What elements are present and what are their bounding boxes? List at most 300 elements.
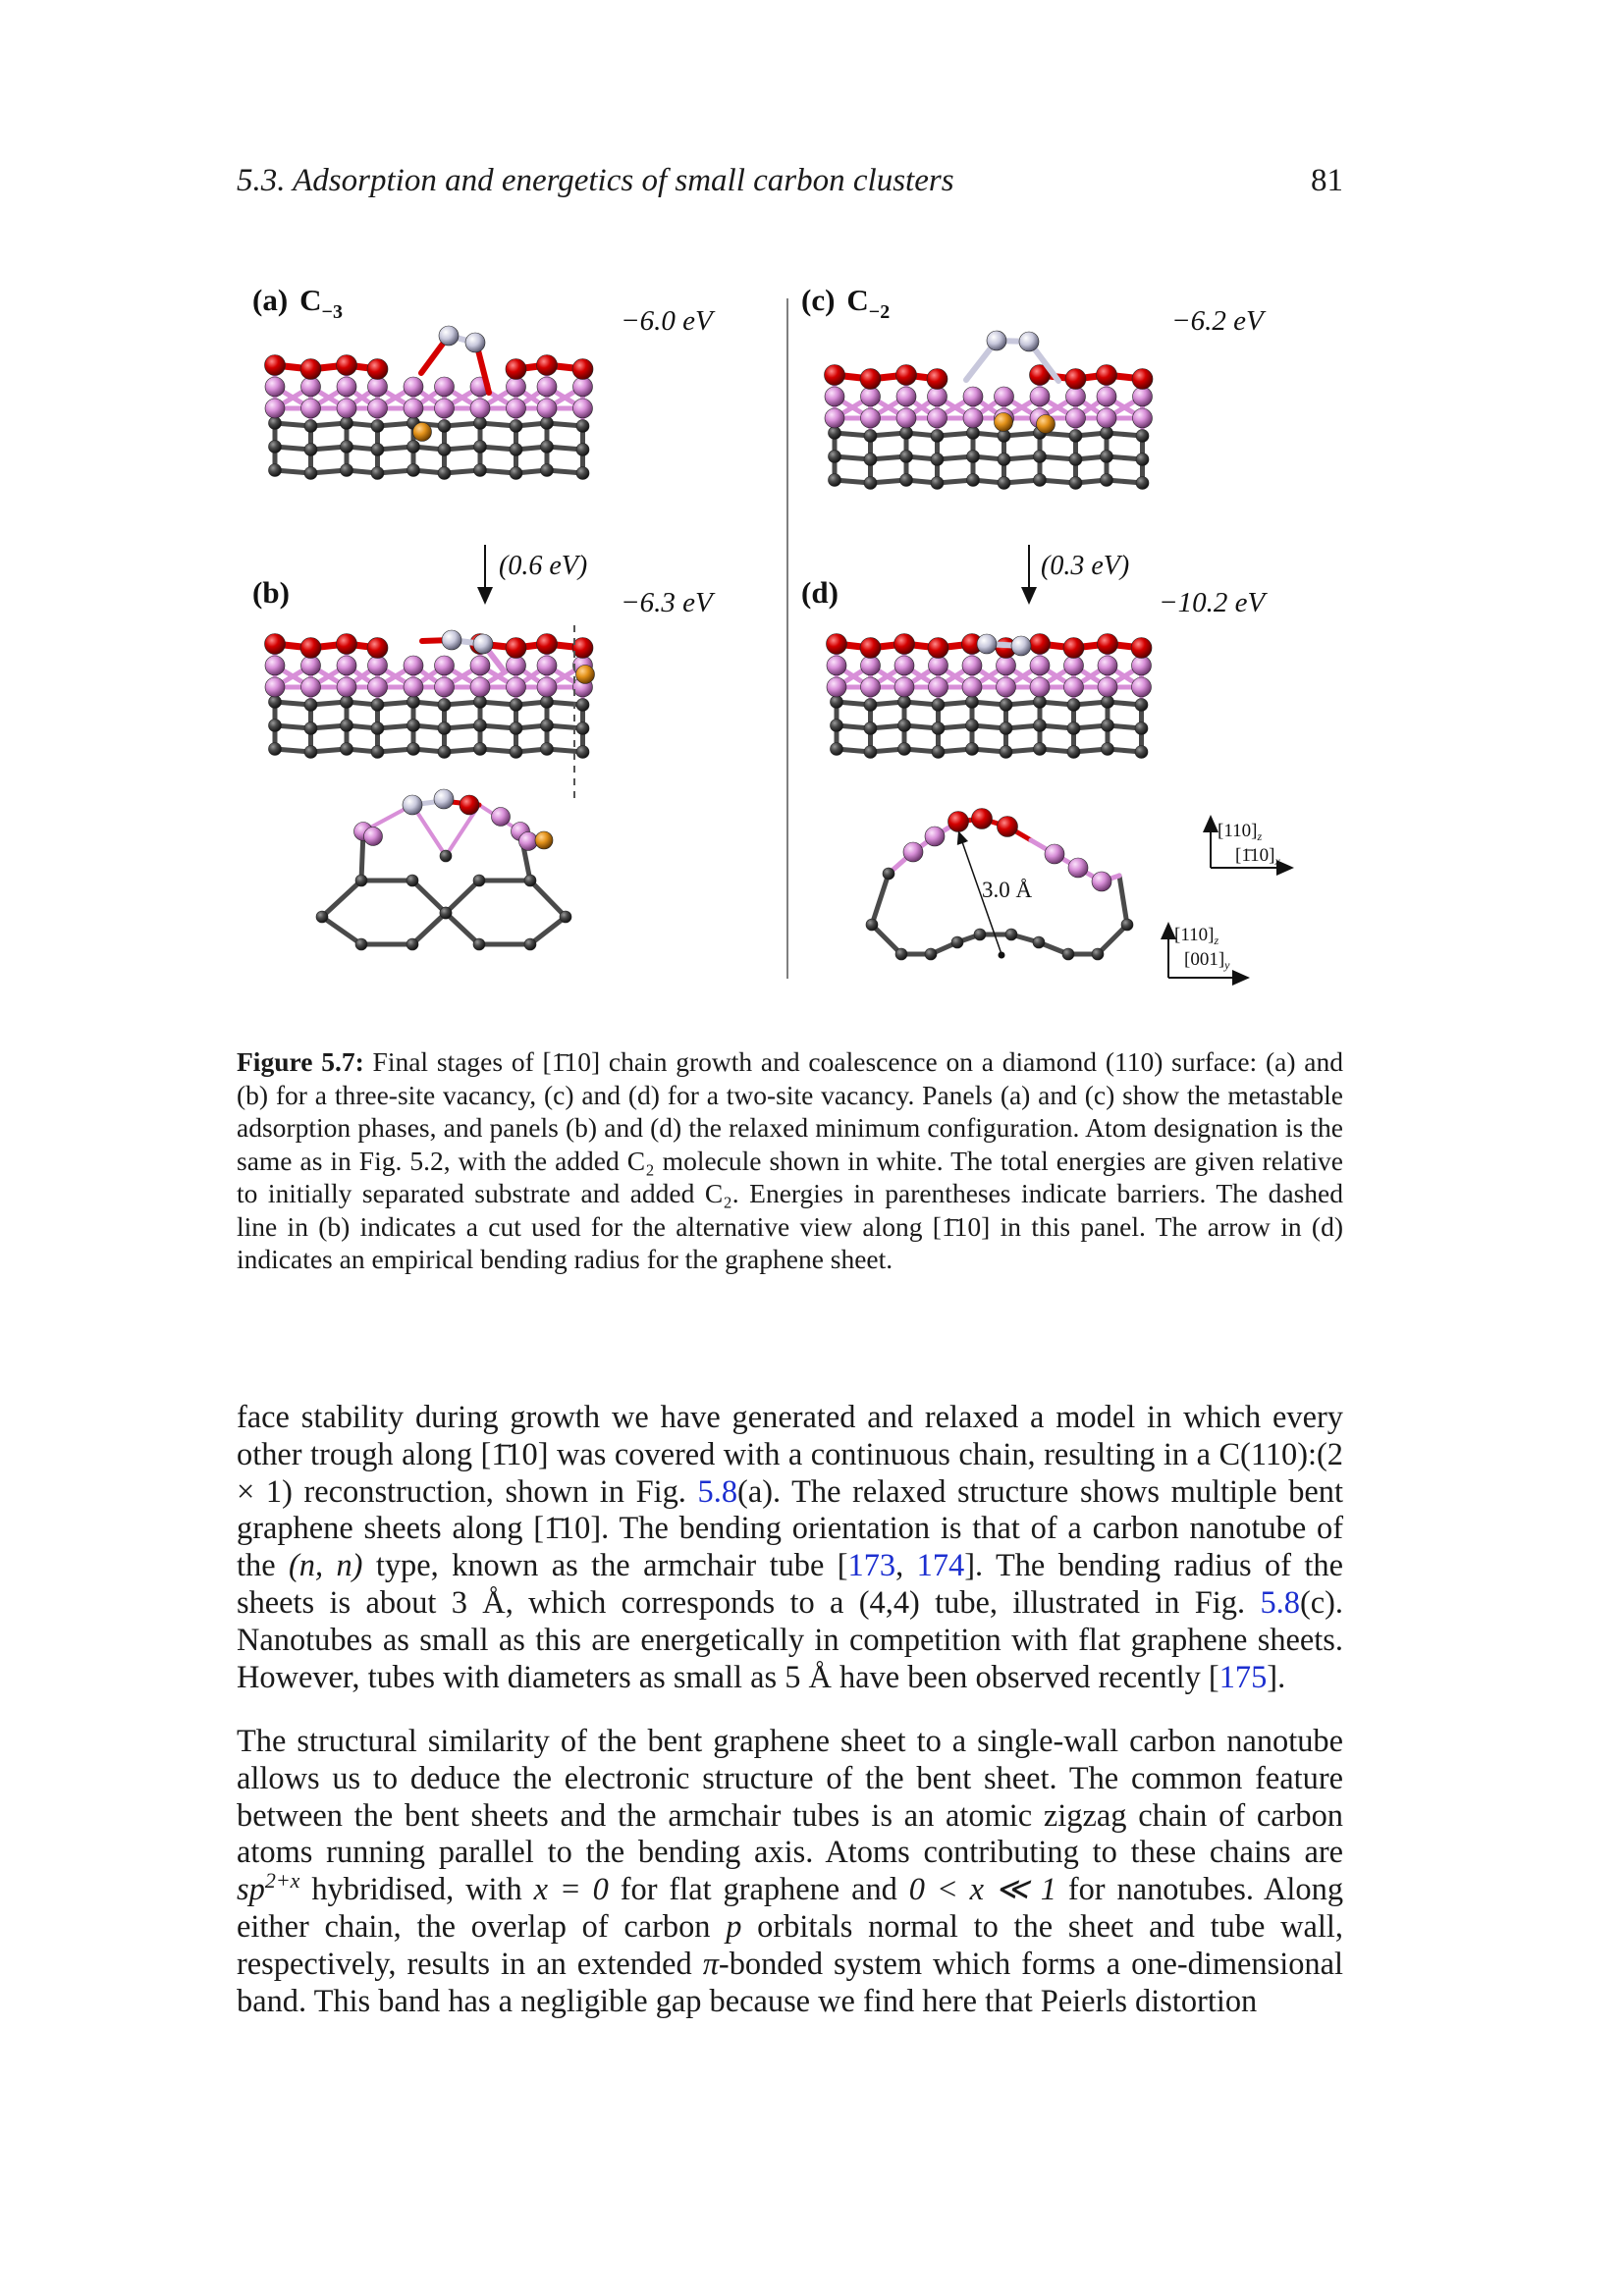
grey-atom xyxy=(576,467,589,480)
caption-text: Final stages of [1̄10] chain growth and coalescence on a diamond (110) surface: (a) and (b) for a three-site vacancy, (c) and (d) for a two-site vacancy. Panels (a) and (c) show the metastable adsorption phases, and panels (b) and (d) the relaxed minimum configuration. Atom designation is the same as in Fig. 5.2, with the added C₂ molecule shown in white. The total energies are given relative to initially separated substrate and added C₂. Energies in parentheses indicate barriers. The dashed line in (b) indicates a cut used for the alternative view along [1̄10] in this panel. The arrow in (d) indicates an empirical bending radius for the graphene sheet. xyxy=(237,1046,1343,1274)
pink-atom xyxy=(825,387,844,406)
pink-atom xyxy=(963,408,983,428)
svg-text:[001]y: $[001]_y$ xyxy=(1184,949,1230,972)
pink-atom xyxy=(1066,387,1086,406)
panel-d-barrier: (0.3 eV) xyxy=(1041,551,1130,581)
white-atom xyxy=(987,331,1006,350)
pink-atom xyxy=(1030,677,1050,697)
grey-atom xyxy=(1067,722,1080,735)
pink-atom xyxy=(368,656,388,675)
pink-atom xyxy=(1064,656,1084,675)
grey-atom xyxy=(864,477,877,490)
grey-atom xyxy=(1062,948,1074,960)
red-atom xyxy=(1065,369,1086,390)
pink-atom xyxy=(265,656,285,675)
pink-atom xyxy=(1133,408,1153,428)
orange-atom xyxy=(1037,415,1056,434)
structure-cut-view-left xyxy=(316,789,571,950)
grey-atom xyxy=(438,420,451,433)
grey-atom xyxy=(1034,743,1047,756)
grey-atom xyxy=(440,850,452,862)
red-atom xyxy=(1030,634,1051,655)
grey-atom xyxy=(1101,427,1113,440)
white-atom xyxy=(465,333,485,352)
bond xyxy=(530,881,566,917)
pink-atom xyxy=(997,656,1016,675)
grey-atom xyxy=(371,722,384,735)
grey-atom xyxy=(966,696,979,709)
red-atom xyxy=(300,638,321,659)
red-atom xyxy=(998,817,1018,837)
grey-atom xyxy=(524,938,536,950)
red-atom xyxy=(265,355,286,376)
grey-atom xyxy=(474,464,487,477)
grey-atom xyxy=(510,746,522,759)
grey-atom xyxy=(269,720,282,732)
grey-atom xyxy=(371,467,384,480)
grey-atom xyxy=(966,743,979,756)
grey-atom xyxy=(1121,919,1133,931)
running-head xyxy=(237,163,1343,206)
bond xyxy=(1098,925,1127,954)
grey-atom xyxy=(438,699,451,712)
pink-atom xyxy=(573,377,593,397)
bond xyxy=(872,874,889,925)
pink-atom xyxy=(861,408,881,428)
grey-atom xyxy=(1069,430,1082,443)
panel-c-energy: −6.2 eV xyxy=(1171,305,1264,337)
svg-text:[110]z: $[110]_z$ xyxy=(1174,925,1219,947)
bond xyxy=(412,913,446,944)
pink-atom xyxy=(1098,656,1117,675)
grey-atom xyxy=(510,444,522,456)
grey-atom xyxy=(967,451,980,463)
grey-atom xyxy=(1102,696,1114,709)
grey-atom xyxy=(407,464,420,477)
svg-text:[1̄10]x: $[1̄10]_x$ xyxy=(1235,845,1280,868)
grey-atom xyxy=(1135,699,1148,712)
pink-atom xyxy=(364,828,383,846)
grey-atom xyxy=(1000,699,1012,712)
pink-atom xyxy=(507,377,526,397)
pink-atom xyxy=(896,408,916,428)
grey-atom xyxy=(576,699,589,712)
grey-atom xyxy=(900,451,913,463)
red-atom xyxy=(1063,638,1084,659)
pink-atom xyxy=(1097,387,1116,406)
pink-atom xyxy=(435,399,455,418)
grey-atom xyxy=(438,444,451,456)
pink-atom xyxy=(265,377,285,397)
pink-atom xyxy=(301,677,321,697)
grey-atom xyxy=(341,720,353,732)
pink-atom xyxy=(368,677,388,697)
grey-atom xyxy=(576,746,589,759)
pink-atom xyxy=(301,377,321,397)
fig-ref-5-8c[interactable]: 5.8 xyxy=(1260,1584,1300,1621)
grey-atom xyxy=(900,474,913,487)
grey-atom xyxy=(931,477,944,490)
red-atom xyxy=(367,359,388,380)
pink-atom xyxy=(925,827,945,846)
pink-atom xyxy=(507,656,526,675)
grey-atom xyxy=(440,907,452,919)
pink-atom xyxy=(265,677,285,697)
grey-atom xyxy=(864,430,877,443)
grey-atom xyxy=(866,919,878,931)
red-atom xyxy=(1132,369,1153,390)
white-atom xyxy=(403,795,422,815)
grey-atom xyxy=(1069,477,1082,490)
grey-atom xyxy=(355,938,367,950)
structure-panel-b xyxy=(265,630,595,759)
pink-atom xyxy=(1092,872,1111,891)
grey-atom xyxy=(541,720,554,732)
grey-atom xyxy=(1034,451,1047,463)
grey-atom xyxy=(925,948,937,960)
grey-atom xyxy=(864,454,877,466)
grey-atom xyxy=(474,417,487,430)
grey-atom xyxy=(1135,722,1148,735)
grey-atom xyxy=(967,474,980,487)
bond xyxy=(322,917,361,944)
pink-atom xyxy=(825,408,844,428)
red-atom xyxy=(537,634,558,655)
grey-atom xyxy=(829,451,841,463)
pink-atom xyxy=(435,656,455,675)
grey-atom xyxy=(1135,746,1148,759)
grey-atom xyxy=(831,743,843,756)
pink-atom xyxy=(1097,408,1116,428)
pink-atom xyxy=(1133,387,1153,406)
pink-atom xyxy=(435,677,455,697)
grey-atom xyxy=(371,420,384,433)
grey-atom xyxy=(898,696,911,709)
red-atom xyxy=(367,638,388,659)
pink-atom xyxy=(404,656,423,675)
svg-text:[110]z: $[110]_z$ xyxy=(1218,821,1263,843)
red-atom xyxy=(300,359,321,380)
red-atom xyxy=(337,634,357,655)
pink-atom xyxy=(404,377,423,397)
panel-b-barrier: (0.6 eV) xyxy=(499,551,588,581)
red-atom xyxy=(1131,638,1152,659)
grey-atom xyxy=(407,696,420,709)
grey-atom xyxy=(864,746,877,759)
atomic-structures xyxy=(265,326,1154,960)
grey-atom xyxy=(829,427,841,440)
red-atom xyxy=(894,634,915,655)
structure-panel-c xyxy=(825,331,1154,490)
pink-atom xyxy=(404,399,423,418)
grey-atom xyxy=(1101,474,1113,487)
grey-atom xyxy=(541,417,554,430)
pink-atom xyxy=(1066,408,1086,428)
grey-atom xyxy=(1092,948,1104,960)
orange-atom xyxy=(535,831,553,849)
grey-atom xyxy=(510,722,522,735)
grey-atom xyxy=(304,467,317,480)
pink-atom xyxy=(962,656,982,675)
grey-atom xyxy=(1136,430,1149,443)
bond xyxy=(412,881,446,913)
pink-atom xyxy=(861,656,881,675)
grey-atom xyxy=(966,720,979,732)
pink-atom xyxy=(997,677,1016,697)
citation-175[interactable]: 175 xyxy=(1218,1659,1268,1695)
grey-atom xyxy=(304,722,317,735)
white-atom xyxy=(977,634,997,654)
grey-atom xyxy=(974,929,986,940)
grey-atom xyxy=(341,464,353,477)
grey-atom xyxy=(541,743,554,756)
section-title: 5.3. Adsorption and energetics of small carbon clusters xyxy=(237,163,954,198)
pink-atom xyxy=(928,408,947,428)
grey-atom xyxy=(931,454,944,466)
red-atom xyxy=(827,634,847,655)
panel-a-energy: −6.0 eV xyxy=(621,305,713,337)
grey-atom xyxy=(438,722,451,735)
pink-atom xyxy=(928,387,947,406)
grey-atom xyxy=(1000,746,1012,759)
citation-174[interactable]: 174 xyxy=(916,1548,965,1584)
red-atom xyxy=(896,365,917,386)
pink-atom xyxy=(507,677,526,697)
white-atom xyxy=(442,630,461,650)
radius-center-dot xyxy=(999,952,1005,959)
grey-atom xyxy=(1033,936,1045,948)
pink-atom xyxy=(1030,387,1050,406)
grey-atom xyxy=(269,464,282,477)
grey-atom xyxy=(541,464,554,477)
pink-atom xyxy=(827,677,846,697)
grey-atom xyxy=(1005,929,1017,940)
grey-atom xyxy=(355,875,367,886)
grey-atom xyxy=(407,743,420,756)
grey-atom xyxy=(371,746,384,759)
pink-atom xyxy=(962,677,982,697)
pink-atom xyxy=(368,399,388,418)
pink-atom xyxy=(470,399,490,418)
pink-atom xyxy=(301,399,321,418)
pink-atom xyxy=(404,677,423,697)
pink-atom xyxy=(519,832,538,851)
pink-atom xyxy=(368,377,388,397)
pink-atom xyxy=(265,399,285,418)
pink-atom xyxy=(1045,844,1064,864)
grey-atom xyxy=(998,454,1010,466)
grey-atom xyxy=(269,696,282,709)
orange-atom xyxy=(576,666,595,684)
pink-atom xyxy=(537,399,557,418)
pink-atom xyxy=(337,377,356,397)
pink-atom xyxy=(337,677,356,697)
grey-atom xyxy=(541,441,554,454)
grey-atom xyxy=(1067,699,1080,712)
bond xyxy=(1119,876,1127,925)
red-atom xyxy=(572,359,593,380)
fig-ref-5-8a[interactable]: 5.8 xyxy=(697,1473,738,1510)
pink-atom xyxy=(929,677,948,697)
red-atom xyxy=(572,638,593,659)
grey-atom xyxy=(932,746,945,759)
figure-5-7 xyxy=(236,267,1345,993)
grey-atom xyxy=(438,746,451,759)
grey-atom xyxy=(951,936,963,948)
grey-atom xyxy=(883,868,894,880)
grey-atom xyxy=(829,474,841,487)
grey-atom xyxy=(524,875,536,886)
grey-atom xyxy=(932,699,945,712)
grey-atom xyxy=(438,467,451,480)
axes-indicator-bottom xyxy=(1168,925,1242,978)
grey-atom xyxy=(864,722,877,735)
red-atom xyxy=(537,355,558,376)
grey-atom xyxy=(1102,743,1114,756)
red-atom xyxy=(928,638,948,659)
grey-atom xyxy=(1101,451,1113,463)
red-atom xyxy=(1097,365,1117,386)
grey-atom xyxy=(473,875,485,886)
panel-c-label: (c) $C_{-2}$ xyxy=(801,283,891,323)
pink-atom xyxy=(507,399,526,418)
panel-b-label: (b) xyxy=(252,575,290,610)
red-atom xyxy=(972,809,993,829)
grey-atom xyxy=(898,743,911,756)
pink-atom xyxy=(337,656,356,675)
grey-atom xyxy=(1102,720,1114,732)
pink-atom xyxy=(963,387,983,406)
grey-atom xyxy=(895,948,907,960)
grey-atom xyxy=(510,699,522,712)
grey-atom xyxy=(931,430,944,443)
pink-atom xyxy=(435,377,455,397)
grey-atom xyxy=(1136,477,1149,490)
white-atom xyxy=(1019,332,1039,351)
red-atom xyxy=(265,634,286,655)
orange-atom xyxy=(995,413,1013,432)
red-atom xyxy=(927,369,947,390)
grey-atom xyxy=(900,427,913,440)
grey-atom xyxy=(269,441,282,454)
red-atom xyxy=(506,359,526,380)
grey-atom xyxy=(474,720,487,732)
grey-atom xyxy=(473,938,485,950)
grey-atom xyxy=(406,875,418,886)
grey-atom xyxy=(1034,474,1047,487)
pink-atom xyxy=(1030,656,1050,675)
grey-atom xyxy=(371,699,384,712)
grey-atom xyxy=(541,696,554,709)
white-atom xyxy=(1011,636,1031,656)
orange-atom xyxy=(413,423,432,442)
grey-atom xyxy=(304,699,317,712)
bond xyxy=(446,881,479,913)
white-atom xyxy=(473,634,493,654)
structure-panel-d xyxy=(827,634,1153,759)
red-atom xyxy=(860,638,881,659)
pink-atom xyxy=(894,656,914,675)
grey-atom xyxy=(304,746,317,759)
grey-atom xyxy=(304,444,317,456)
white-atom xyxy=(434,789,454,809)
pink-atom xyxy=(492,808,511,827)
grey-atom xyxy=(407,720,420,732)
grey-atom xyxy=(371,444,384,456)
panel-d-label: (d) xyxy=(801,575,839,610)
grey-atom xyxy=(474,696,487,709)
grey-atom xyxy=(1034,720,1047,732)
grey-atom xyxy=(406,938,418,950)
pink-atom xyxy=(1132,677,1152,697)
grey-atom xyxy=(898,720,911,732)
pink-atom xyxy=(301,656,321,675)
axes-indicator-top xyxy=(1211,821,1286,868)
pink-atom xyxy=(537,656,557,675)
red-atom xyxy=(860,369,881,390)
grey-atom xyxy=(1034,696,1047,709)
red-atom xyxy=(1098,634,1118,655)
white-atom xyxy=(439,326,459,346)
grey-atom xyxy=(269,743,282,756)
grey-atom xyxy=(576,722,589,735)
grey-atom xyxy=(1067,746,1080,759)
pink-atom xyxy=(537,377,557,397)
grey-atom xyxy=(831,720,843,732)
pink-atom xyxy=(903,842,923,862)
bond xyxy=(322,881,361,917)
pink-atom xyxy=(470,656,490,675)
pink-atom xyxy=(470,677,490,697)
citation-173[interactable]: 173 xyxy=(847,1548,896,1584)
grey-atom xyxy=(510,420,522,433)
page-number: 81 xyxy=(1311,163,1343,198)
pink-atom xyxy=(995,387,1014,406)
panel-b-energy: −6.3 eV xyxy=(621,587,713,618)
grey-atom xyxy=(407,441,420,454)
grey-atom xyxy=(576,420,589,433)
pink-atom xyxy=(929,656,948,675)
pink-atom xyxy=(1068,858,1088,878)
grey-atom xyxy=(967,427,980,440)
grey-atom xyxy=(304,420,317,433)
grey-atom xyxy=(998,477,1010,490)
grey-atom xyxy=(510,467,522,480)
grey-atom xyxy=(269,417,282,430)
pink-atom xyxy=(894,677,914,697)
grey-atom xyxy=(474,441,487,454)
pink-atom xyxy=(537,677,557,697)
grey-atom xyxy=(316,911,328,923)
pink-atom xyxy=(1132,656,1152,675)
grey-atom xyxy=(341,417,353,430)
grey-atom xyxy=(864,699,877,712)
caption-label: Figure 5.7: xyxy=(237,1046,364,1077)
red-atom xyxy=(460,795,479,815)
grey-atom xyxy=(474,743,487,756)
bond xyxy=(530,917,566,944)
pink-atom xyxy=(573,399,593,418)
pink-atom xyxy=(1098,677,1117,697)
body-paragraph-2: The structural similarity of the bent graphene sheet to a single-wall carbon nanotube allows us to deduce the electronic structure of the bent sheet. The common feature between the bent sheets and the armchair tubes is an atomic zigzag chain of carbon atoms running parallel to the bending axis. Atoms contributing to these chains are $sp^{2+x}$ hybridised, with x = 0 for flat graphene and 0 < x ≪ 1 for nanotubes. Along either chain, the overlap of carbon p orbitals normal to the sheet and tube wall, respectively, results in an extended π-bonded system which forms a one-dimensional band. This band has a negligible gap because we find here that Peierls distortion xyxy=(237,1724,1344,2019)
grey-atom xyxy=(1069,454,1082,466)
red-atom xyxy=(948,812,969,832)
grey-atom xyxy=(341,441,353,454)
grey-atom xyxy=(831,696,843,709)
structure-panel-a xyxy=(265,326,594,480)
panel-d-energy: −10.2 eV xyxy=(1159,587,1266,618)
red-atom xyxy=(506,638,526,659)
